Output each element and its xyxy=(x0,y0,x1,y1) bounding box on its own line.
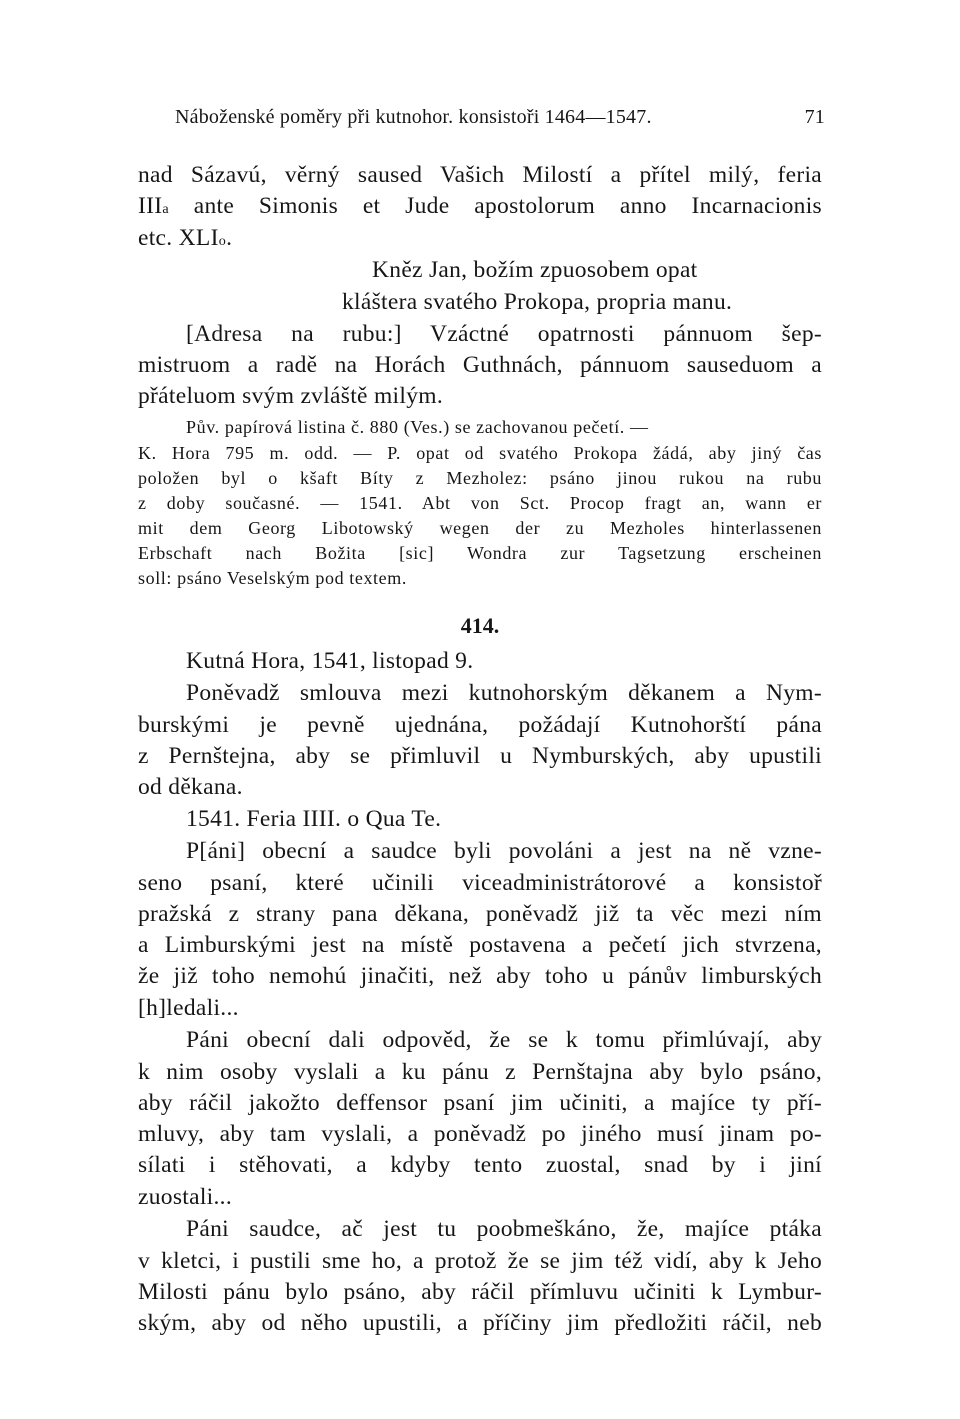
letter-line: etc. XLI$^o$. xyxy=(138,225,233,251)
dateline: 1541. Feria IIII. o Qua Te. xyxy=(186,806,442,832)
summary-line: Poněvadž smlouva mezi kutnohorským děkanem a Nym- xyxy=(186,680,822,706)
signature-line: kláštera svatého Prokopa, propria manu. xyxy=(342,289,733,315)
letter-line: III$^a$ ante Simonis et Jude apostolorum anno Incarnacionis xyxy=(138,193,822,219)
source-note-line: položen byl o kšaft Bíty z Mezholez: psáno jinou rukou na rubu xyxy=(138,468,822,488)
paragraph-line: [h]ledali... xyxy=(138,995,239,1021)
paragraph-line: pražská z strany pana děkana, poněvadž již ta věc mezi ním xyxy=(138,901,822,927)
place-date: Kutná Hora, 1541, listopad 9. xyxy=(186,648,474,674)
source-note-line: Erbschaft nach Božita [sic] Wondra zur Tagsetzung erscheinen xyxy=(138,543,822,563)
summary-line: burskými je pevně ujednána, požádají Kutnohorští pána xyxy=(138,712,822,738)
address-line: mistruom a radě na Horách Guthnách, pánnuom sauseduom a xyxy=(138,352,822,378)
paragraph-line: zuostali... xyxy=(138,1184,233,1210)
paragraph-line: aby ráčil jakožto deffensor psaní jim učiniti, a majíce ty pří- xyxy=(138,1090,822,1116)
source-note-line: z doby současné. — 1541. Abt von Sct. Procop fragt an, wann er xyxy=(138,493,822,513)
source-note-line: soll: psáno Veselským pod textem. xyxy=(138,568,407,588)
paragraph-line: seno psaní, které učinili viceadministrátorové a konsistoř xyxy=(138,870,822,896)
summary-line: z Pernštejna, aby se přimluvil u Nymburských, aby upustili xyxy=(138,743,822,769)
source-note-line: K. Hora 795 m. odd. — P. opat od svatého Prokopa žádá, aby jiný čas xyxy=(138,443,822,463)
signature-line: Kněz Jan, božím zpuosobem opat xyxy=(372,257,698,283)
paragraph-line: Milosti pánu bylo psáno, aby ráčil přímluvu učiniti k Lymbur- xyxy=(138,1279,822,1305)
letter-line: nad Sázavú, věrný saused Vašich Milostí a přítel milý, feria xyxy=(138,162,822,188)
address-line: [Adresa na rubu:] Vzáctné opatrnosti pánnuom šep- xyxy=(186,321,822,347)
paragraph-line: k nim osoby vyslali a ku pánu z Pernštajna aby bylo psáno, xyxy=(138,1059,822,1085)
running-title: Náboženské poměry při kutnohor. konsistoři 1464—1547. xyxy=(175,106,652,128)
source-note-line: mit dem Georg Libotowský wegen der zu Mezholes hinterlassenen xyxy=(138,518,822,538)
running-header xyxy=(175,98,825,134)
address-line: přáteluom svým zvláště milým. xyxy=(138,383,444,409)
page-number: 71 xyxy=(804,106,825,128)
paragraph-line: v kletci, i pustili sme ho, a protož že se jim též vidí, aby k Jeho xyxy=(138,1248,822,1274)
paragraph-line: že již toho nemohú jinačiti, než aby toho u pánův limburských xyxy=(138,963,822,989)
paragraph-line: mluvy, aby tam vyslali, a poněvadž po jiného musí jinam po- xyxy=(138,1121,822,1147)
document-number: 414. xyxy=(460,613,500,638)
source-note-line: Pův. papírová listina č. 880 (Ves.) se zachovanou pečetí. — xyxy=(186,417,649,437)
paragraph-line: sílati i stěhovati, a kdyby tento zuostal, snad by i jiní xyxy=(138,1152,822,1178)
paragraph-line: a Limburskými jest na místě postavena a pečetí jich stvrzena, xyxy=(138,932,822,958)
paragraph-line: ským, aby od něho upustili, a příčiny jim předložiti ráčil, neb xyxy=(138,1310,822,1336)
summary-line: od děkana. xyxy=(138,774,243,800)
paragraph-line: Páni obecní dali odpověd, že se k tomu přimlúvají, aby xyxy=(186,1027,822,1053)
paragraph-line: P[áni] obecní a saudce byli povoláni a jest na ně vzne- xyxy=(186,838,822,864)
paragraph-line: Páni saudce, ač jest tu poobmeškáno, že, majíce ptáka xyxy=(186,1216,822,1242)
